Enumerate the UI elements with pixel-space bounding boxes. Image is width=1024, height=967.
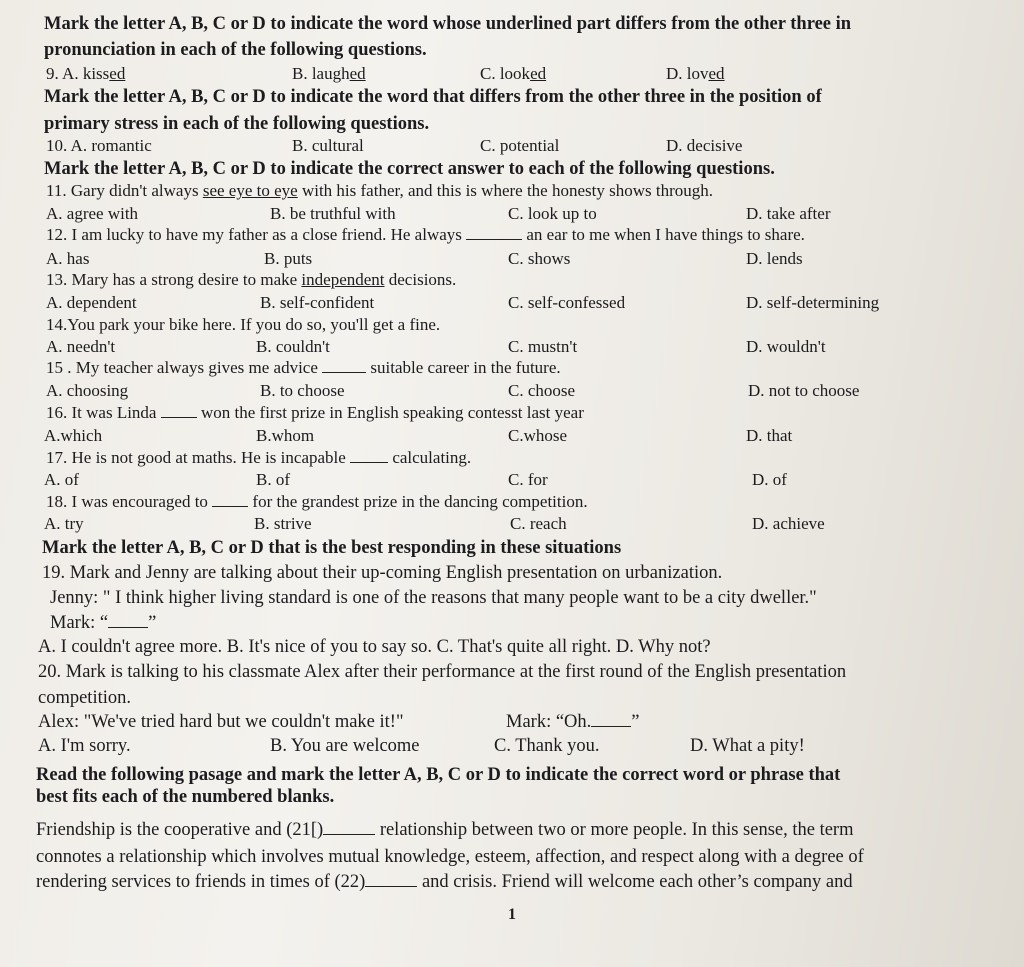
q16-option-c: C.whose [508,426,568,445]
q18-option-c: C. reach [510,514,567,533]
q10-option-c: C. potential [480,136,560,155]
q14-option-b: B. couldn't [256,337,330,356]
q18-option-b: B. strive [254,514,312,533]
question-9 [46,64,806,86]
q11-option-d: D. take after [746,204,831,223]
blank-22 [365,872,417,887]
q20-dialogue [38,711,738,733]
question-14: 14.You park your bike here. If you do so, you'll get a fine. [46,315,441,334]
question-12: 12. I am lucky to have my father as a close friend. He always an ear to me when I have things to share. [46,225,805,244]
q20-options [38,735,858,757]
q20-option-d: D. What a pity! [690,736,805,756]
q12-option-a: A. has [46,249,90,268]
q10-option-d: D. decisive [666,136,743,155]
q17-option-a: A. of [44,470,79,489]
q20-option-b: B. You are welcome [270,736,420,756]
q12-options [46,249,906,271]
q12-option-b: B. puts [264,249,313,268]
instruction-correct-answer: Mark the letter A, B, C or D to indicate the correct answer to each of the following questions. [44,159,775,179]
question-15: 15 . My teacher always gives me advice suitable career in the future. [46,358,561,377]
q11-option-a: A. agree with [46,204,139,223]
question-19: 19. Mark and Jenny are talking about their up-coming English presentation on urbanization. [42,563,723,583]
q9-option-d: D. loved [666,64,725,83]
q16-blank [161,403,197,418]
q17-blank [350,448,388,463]
question-10 [46,136,806,158]
q12-option-d: D. lends [746,249,803,268]
q16-options [44,426,904,448]
q13-options [46,293,926,315]
q20-mark: Mark: “Oh. ” [506,712,640,732]
instruction-pronunciation-cont: pronunciation in each of the following questions. [44,40,427,60]
q15-option-d: D. not to choose [748,381,860,400]
q20-alex: Alex: "We've tried hard but we couldn't make it!" [38,712,404,732]
passage-line-1: Friendship is the cooperative and (21[) relationship between two or more people. In this sense, the term [36,820,854,840]
question-17: 17. He is not good at maths. He is incapable calculating. [46,448,472,467]
q20-blank [591,712,631,727]
q14-option-a: A. needn't [46,337,116,356]
q11-option-c: C. look up to [508,204,597,223]
instruction-passage-cont: best fits each of the numbered blanks. [36,787,335,807]
q14-options [46,337,906,359]
q9-option-a: 9. A. kissed [46,64,126,83]
instruction-stress-cont: primary stress in each of the following questions. [44,114,430,134]
q11-options [46,204,906,226]
q20-option-c: C. Thank you. [494,736,600,756]
q16-option-d: D. that [746,426,793,445]
q16-option-a: A.which [44,426,103,445]
q14-option-d: D. wouldn't [746,337,826,356]
q12-option-c: C. shows [508,249,571,268]
q19-mark: Mark: “ ” [50,613,157,633]
q16-option-b: B.whom [256,426,315,445]
q9-option-b: B. laughed [292,64,366,83]
question-11: 11. Gary didn't always see eye to eye with his father, and this is where the honesty shows through. [46,181,713,200]
instruction-passage: Read the following pasage and mark the letter A, B, C or D to indicate the correct word or phrase that [36,765,841,785]
q18-blank [212,492,248,507]
q18-options [44,514,904,536]
q9-option-c: C. looked [480,64,547,83]
instruction-situations: Mark the letter A, B, C or D that is the best responding in these situations [42,538,622,558]
q13-option-c: C. self-confessed [508,293,626,312]
q11-option-b: B. be truthful with [270,204,396,223]
blank-21 [323,820,375,835]
q10-option-b: B. cultural [292,136,364,155]
q19-options: A. I couldn't agree more. B. It's nice of you to say so. C. That's quite all right. D. Why not? [38,637,711,657]
q15-blank [322,358,366,373]
q10-option-a: 10. A. romantic [46,136,152,155]
q15-option-a: A. choosing [46,381,129,400]
question-20: 20. Mark is talking to his classmate Alex after their performance at the first round of the English presentation [38,662,847,682]
q19-jenny: Jenny: " I think higher living standard is one of the reasons that many people want to be a city dweller." [50,588,817,608]
q17-option-c: C. for [508,470,548,489]
page-number: 1 [508,906,516,923]
passage-line-2: connotes a relationship which involves mutual knowledge, esteem, affection, and respect along with a degree of [36,847,864,867]
instruction-pronunciation: Mark the letter A, B, C or D to indicate the word whose underlined part differs from the other three in [44,14,852,34]
q13-option-a: A. dependent [46,293,137,312]
q20-option-a: A. I'm sorry. [38,736,131,756]
question-16: 16. It was Linda won the first prize in English speaking contesst last year [46,403,584,422]
question-18: 18. I was encouraged to for the grandest prize in the dancing competition. [46,492,588,511]
q13-option-b: B. self-confident [260,293,375,312]
q17-option-b: B. of [256,470,290,489]
q15-option-c: C. choose [508,381,576,400]
passage-line-3: rendering services to friends in times of (22) and crisis. Friend will welcome each other’s company and [36,872,853,892]
q18-option-d: D. achieve [752,514,825,533]
q17-options [44,470,904,492]
instruction-stress: Mark the letter A, B, C or D to indicate the word that differs from the other three in the position of [44,87,822,107]
question-13: 13. Mary has a strong desire to make independent decisions. [46,270,457,289]
q15-options [46,381,926,403]
q12-blank [466,225,522,240]
q17-option-d: D. of [752,470,787,489]
q18-option-a: A. try [44,514,84,533]
q19-blank [108,613,148,628]
q13-option-d: D. self-determining [746,293,880,312]
q15-option-b: B. to choose [260,381,345,400]
question-20-cont: competition. [38,688,131,708]
q14-option-c: C. mustn't [508,337,578,356]
